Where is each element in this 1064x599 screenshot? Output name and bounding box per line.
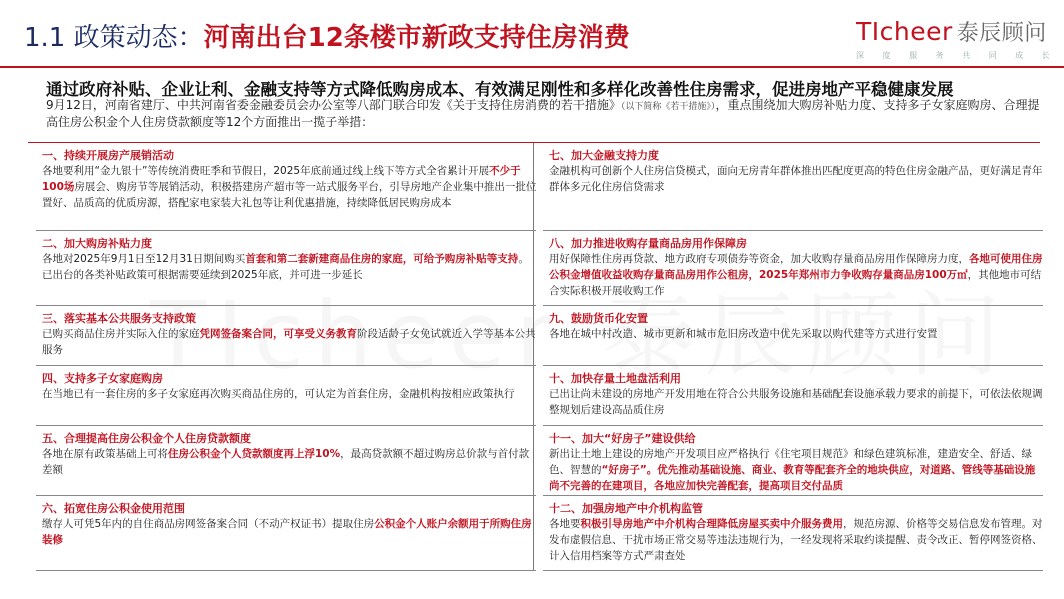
measure-title: 一、持续开展房产展销活动 (42, 149, 174, 162)
intro-paragraph (46, 98, 1040, 130)
left-measure-3 (42, 306, 538, 366)
measure-title: 十一、加大“好房子”建设供给 (549, 432, 696, 445)
row-divider (36, 425, 536, 426)
header (0, 0, 1064, 66)
body-text: 各地在原有政策基础上可将 (42, 448, 168, 460)
measure-body (42, 386, 538, 402)
row-divider (36, 365, 536, 366)
left-measure-5 (42, 426, 538, 496)
highlight-text: 积极引导房地产中介机构合理降低房屋买卖中介服务费用 (580, 518, 843, 530)
logo-tagline: 深 度 服 务 共 同 成 长 (856, 51, 1058, 60)
page-title (24, 22, 630, 54)
measure-title: 四、支持多子女家庭购房 (42, 372, 163, 385)
body-text: 各地要利用“金九银十”等传统消费旺季和节假日，2025年底前通过线上线下等方式全省累计开展 (42, 165, 490, 177)
right-measure-6 (549, 496, 1045, 571)
highlight-text: 凭网签备案合同，可享受义务教育 (199, 328, 357, 340)
intro-text: 9月12日，河南省建厅、中共河南省委金融委员会办公室等八部门联合印发《关于支持住房消费的若干措施》 (46, 98, 621, 112)
intro-text2: ，重点围绕加大购房补贴力度、支持多子女家庭购房、合理提高住房公积金个人住房贷款额度等12个方面推出一揽子举措： (46, 98, 1040, 129)
row-divider (36, 495, 536, 496)
body-text: 新出让土地上建设的房地产开发项目应严格执行《住宅项目规范》和绿色建筑标准，建造安全、舒适、绿色、智慧的 (549, 448, 1032, 476)
measure-body (42, 446, 538, 478)
right-measure-4 (549, 366, 1045, 426)
highlight-text: 不少于100场 (42, 165, 521, 193)
measure-body (549, 516, 1045, 564)
header-divider (0, 66, 1064, 68)
body-text: 已购买商品住房并实际入住的家庭 (42, 328, 200, 340)
measure-title: 十、加快存量土地盘活利用 (549, 372, 681, 385)
title-text: 河南出台12条楼市新政支持住房消费 (203, 23, 630, 53)
left-measure-2 (42, 231, 538, 306)
row-divider (36, 305, 536, 306)
highlight-text: 住房公积金个人贷款额度再上浮10% (168, 448, 341, 460)
measure-body (42, 251, 538, 283)
row-divider (543, 305, 1043, 306)
left-measure-6 (42, 496, 538, 571)
body-text: ，规范房源、价格等交易信息发布管理。对发布虚假信息、干扰市场正常交易等违法违规行为，一经发现将采取约谈提醒、责令改正、暂停网签资格、计入信用档案等方式严肃查处 (549, 518, 1043, 562)
body-text: 阶段适龄子女免试就近入学等基本公共服务 (42, 328, 536, 356)
row-divider (543, 230, 1043, 231)
row-divider (543, 425, 1043, 426)
right-measure-3 (549, 306, 1045, 366)
measures-grid (28, 142, 1043, 571)
measure-body (549, 326, 1045, 342)
body-text: 各地在城中村改造、城市更新和城市危旧房改造中优先采取以购代建等方式进行安置 (549, 328, 938, 340)
measure-body (549, 251, 1045, 299)
subtitle: 通过政府补贴、企业让利、金融支持等方式降低购房成本、有效满足刚性和多样化改善性住房需求，促进房地产平稳健康发展 (46, 80, 954, 99)
right-measure-2 (549, 231, 1045, 306)
row-divider (543, 365, 1043, 366)
row-divider (543, 495, 1043, 496)
measure-body (42, 516, 538, 548)
measure-body (42, 163, 538, 211)
measure-title: 七、加大金融支持力度 (549, 149, 659, 162)
measure-title: 三、落实基本公共服务支持政策 (42, 312, 196, 325)
body-text: ，最高贷款额不超过购房总价款与首付款差额 (42, 448, 530, 476)
measure-title: 八、加力推进收购存量商品房用作保障房 (549, 237, 747, 250)
measure-body (549, 386, 1045, 418)
logo-cn: 泰辰顾问 (956, 21, 1047, 46)
measure-body (42, 326, 538, 358)
measure-title: 二、加大购房补贴力度 (42, 237, 152, 250)
body-text: 房展会、购房节等展销活动，积极搭建房产超市等一站式服务平台，引导房地产企业集中推出一批位置好、品质高的优质房源，搭配家电家装大礼包等让利优惠措施，持续降低居民购房成本 (42, 181, 537, 209)
measure-title: 九、鼓励货币化安置 (549, 312, 648, 325)
highlight-text: 各地可使用住房公积金增值收益收购存量商品房用作公租房，2025年郑州市力争收购存量商品房100万㎡ (549, 253, 1043, 281)
body-text: 已出让尚未建设的房地产开发用地在符合公共服务设施和基础配套设施承载力要求的前提下，可依法依规调整规划后建设高品质住房 (549, 388, 1043, 416)
body-text: 各地要 (549, 518, 581, 530)
body-text: 各地对2025年9月1日至12月31日期间购买 (42, 253, 246, 265)
left-measure-4 (42, 366, 538, 426)
highlight-text: “好房子”。优先推动基础设施、商业、教育等配套齐全的地块供应，对道路、管线等基础设施尚不完善的在建项目，各地应加快完善配套，提高项目交付品质 (549, 464, 1036, 492)
section-number: 1.1 政策动态： (24, 23, 204, 53)
body-text: 。已出台的各类补贴政策可根据需要延续到2025年底，并可进一步延长 (42, 253, 529, 281)
logo-brand: TIcheer (856, 17, 953, 46)
bottom-divider (543, 570, 1043, 571)
bottom-divider (36, 570, 536, 571)
row-divider (36, 230, 536, 231)
measure-title: 五、合理提高住房公积金个人住房贷款额度 (42, 432, 251, 445)
measure-title: 六、拓宽住房公积金使用范围 (42, 502, 185, 515)
highlight-text: 首套和第二套新建商品住房的家庭，可给予购房补贴等支持 (245, 253, 519, 265)
right-measure-1 (549, 143, 1045, 231)
body-text: ，其他地市可结合实际积极开展收购工作 (549, 269, 1042, 297)
body-text: 缴存人可凭5年内的自住商品房网签备案合同（不动产权证书）提取住房 (42, 518, 375, 530)
left-measure-1 (42, 143, 538, 231)
body-text: 用好保障性住房再贷款、地方政府专项债券等资金，加大收购存量商品房用作保障房力度， (549, 253, 969, 265)
measure-body (549, 446, 1045, 494)
body-text: 金融机构可创新个人住房信贷模式，面向无房青年群体推出匹配度更高的特色住房金融产品，更好满足青年群体多元化住房信贷需求 (549, 165, 1043, 193)
company-logo (856, 17, 1058, 62)
right-measure-5 (549, 426, 1045, 496)
measure-body (549, 163, 1045, 195)
highlight-text: 公积金个人账户余额用于所购住房装修 (42, 518, 532, 546)
body-text: 在当地已有一套住房的多子女家庭再次购买商品住房的，可认定为首套住房，金融机构按相应政策执行 (42, 388, 515, 400)
intro-note: （以下简称《若干措施》） (620, 102, 716, 112)
measure-title: 十二、加强房地产中介机构监管 (549, 502, 703, 515)
